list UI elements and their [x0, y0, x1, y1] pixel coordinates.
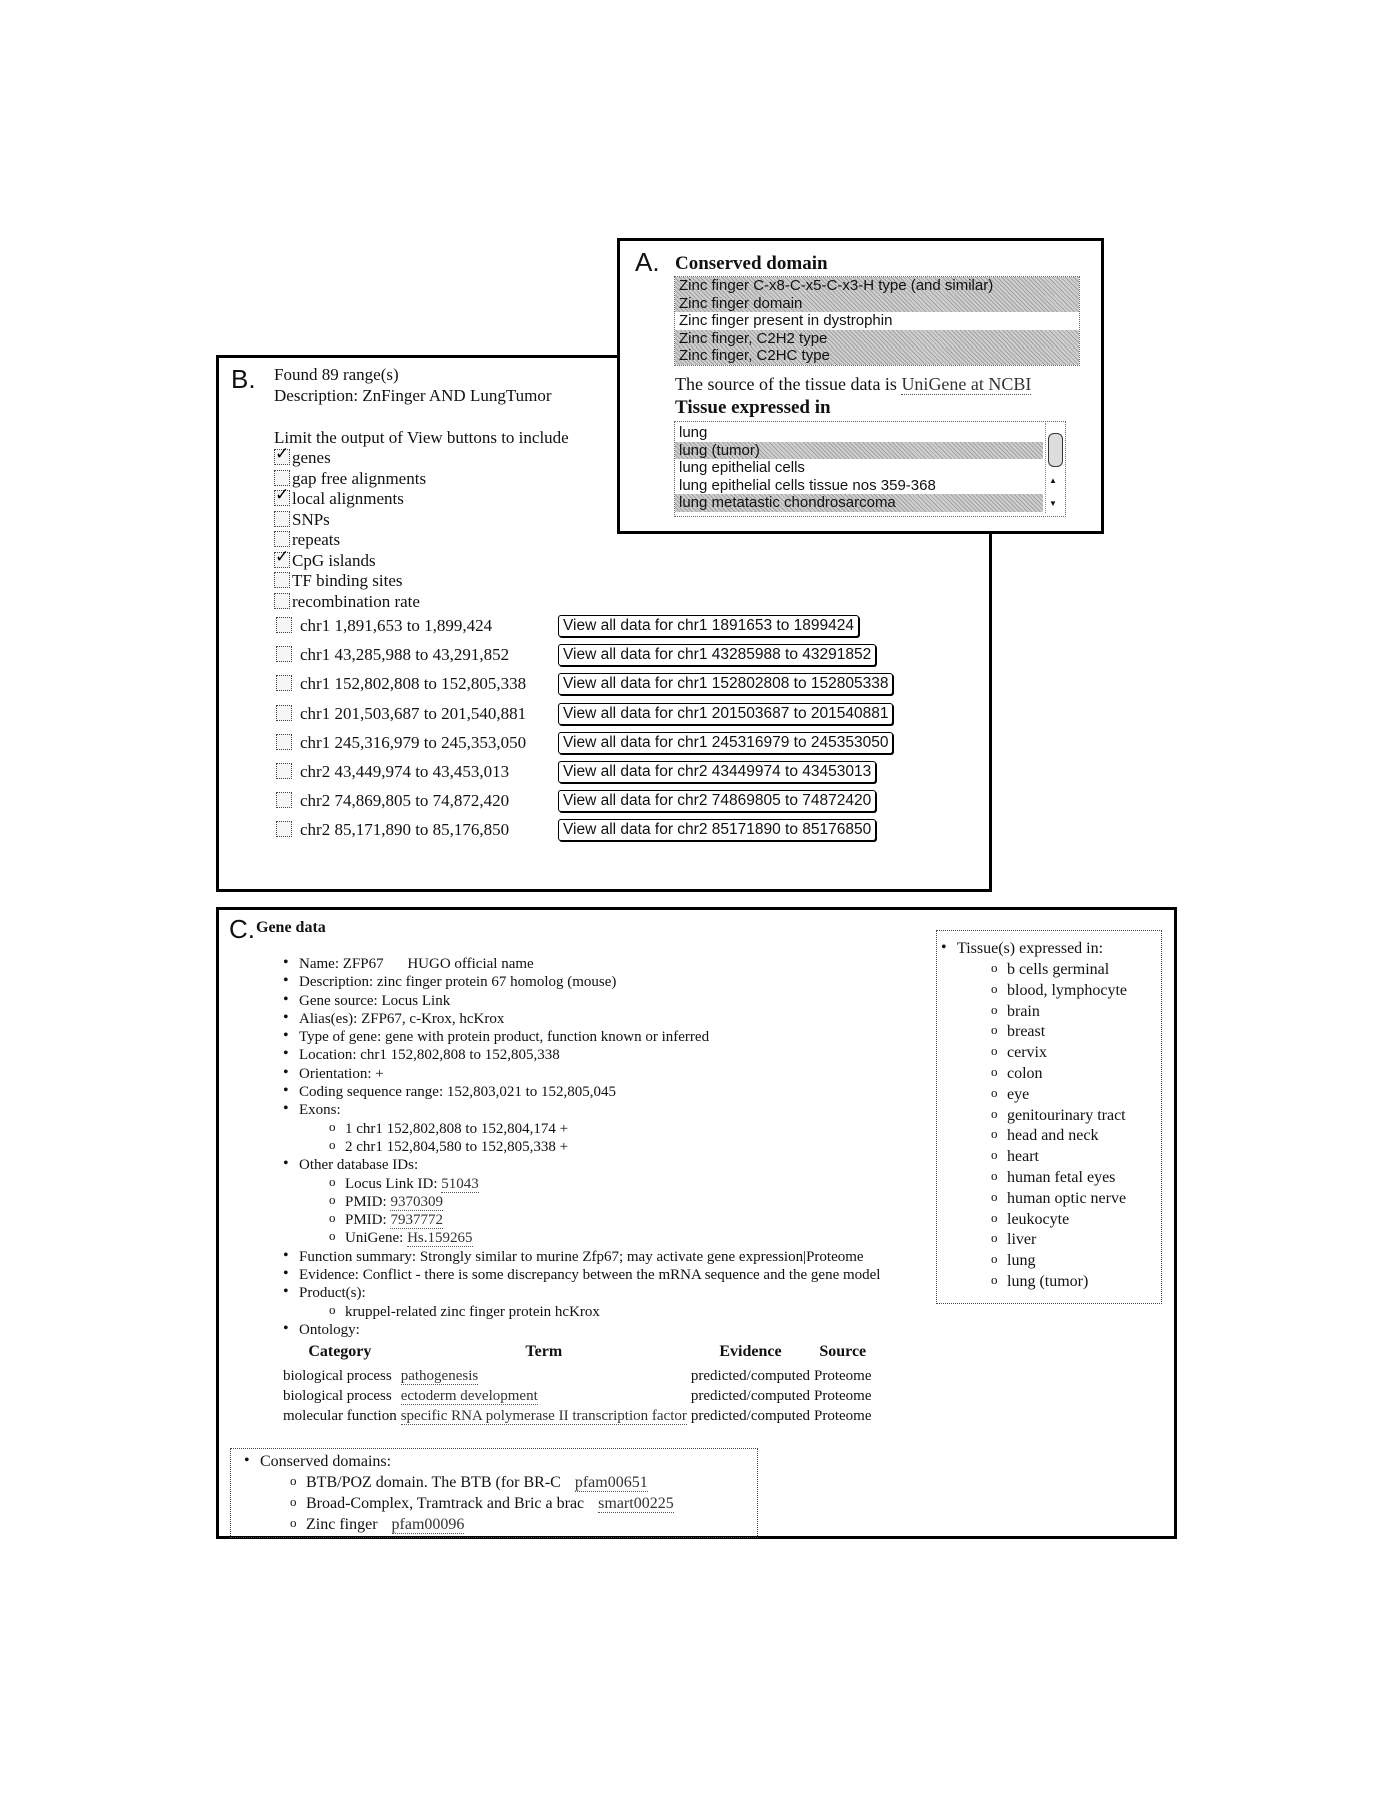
panel-a-conserved-domain [617, 238, 1104, 534]
tissue-option[interactable]: lung metatastic chondrosarcoma [675, 494, 1043, 512]
hugo-official-name: HUGO official name [407, 956, 534, 972]
ontology-evidence-cell [689, 1366, 812, 1386]
option-checkbox[interactable] [274, 593, 290, 609]
option-checkbox[interactable] [274, 572, 290, 588]
other-id-item [345, 1193, 919, 1211]
domain-option[interactable]: Zinc finger, C2HC type [675, 347, 1079, 365]
tissue-expressed-heading: Tissue expressed in [675, 397, 831, 418]
ontology-source-cell [812, 1366, 874, 1386]
conserved-domain-item [306, 1494, 674, 1515]
range-row [276, 645, 509, 665]
view-option[interactable] [274, 571, 569, 592]
range-label: chr2 43,449,974 to 43,453,013 [300, 762, 510, 781]
option-label: local alignments [292, 489, 404, 508]
tissue-options [675, 424, 1043, 512]
option-checkbox[interactable] [274, 552, 290, 568]
ontology-header-cell: Category [308, 1343, 372, 1361]
other-id-label: UniGene: [345, 1230, 408, 1247]
ontology-header-cell: Source [819, 1343, 867, 1361]
limit-output-text: Limit the output of View buttons to include [274, 428, 569, 447]
ontology-term-cell [399, 1366, 689, 1386]
tissue-item: o leukocyte [1007, 1210, 1127, 1231]
view-all-data-button[interactable]: View all data for chr2 74869805 to 74872420 [558, 790, 876, 812]
option-label: recombination rate [292, 591, 420, 611]
conserved-domain-item [306, 1473, 674, 1494]
evidence-item: • Evidence: Conflict - there is some discrepancy between the mRNA sequence and the gene model [299, 1266, 919, 1284]
option-label: SNPs [292, 509, 330, 529]
tissue-item: o cervix [1007, 1043, 1127, 1064]
ontology-term[interactable]: ectoderm development [400, 1387, 538, 1404]
gene-name-item [299, 955, 919, 973]
ontology-category: biological process [283, 1367, 392, 1384]
tissue-item: o genitourinary tract [1007, 1106, 1127, 1127]
ontology-evidence-cell [689, 1406, 812, 1426]
ontology-category-cell [281, 1386, 399, 1406]
ontology-header-cell: Evidence [719, 1343, 782, 1361]
products-label: • Product(s): [299, 1284, 919, 1302]
gene-data-title: Gene data [256, 919, 326, 936]
tissue-expressed-label: • Tissue(s) expressed in: [957, 939, 1103, 960]
ontology-category-cell [281, 1366, 399, 1386]
ontology-source-cell [812, 1406, 874, 1426]
gene-name: Name: ZFP67 [299, 956, 384, 972]
found-count: Found 89 range(s) [274, 365, 399, 384]
conserved-domain-link[interactable]: pfam00096 [391, 1515, 465, 1533]
view-option[interactable] [274, 469, 569, 490]
ontology-term[interactable]: specific RNA polymerase II transcription factor [400, 1408, 687, 1425]
panel-c-gene-data [216, 907, 1177, 1539]
tissue-list [1007, 960, 1127, 1293]
exon-item: o 1 chr1 152,802,808 to 152,804,174 + [345, 1120, 919, 1138]
gene-detail-item: • Description: zinc finger protein 67 homolog (mouse) [299, 973, 919, 991]
conserved-domain-select[interactable] [674, 276, 1080, 366]
tissue-option[interactable]: lung [679, 424, 708, 441]
range-checkbox[interactable] [276, 821, 292, 837]
ontology-source-cell [812, 1386, 874, 1406]
ontology-header-cell: Term [525, 1343, 563, 1361]
tissue-scrollbar[interactable] [1045, 423, 1064, 513]
other-id-item [345, 1175, 919, 1193]
tissue-option[interactable]: lung (tumor) [675, 442, 1043, 460]
panel-b-label: B. [231, 364, 256, 394]
range-label: chr2 85,171,890 to 85,176,850 [300, 820, 510, 840]
option-label: gap free alignments [292, 468, 427, 488]
view-all-data-button[interactable]: View all data for chr1 43285988 to 43291852 [558, 644, 876, 666]
tissue-item: o human optic nerve [1007, 1189, 1127, 1210]
tissue-item: o lung [1007, 1251, 1127, 1272]
ontology-header-row [281, 1341, 874, 1365]
tissue-item: o breast [1007, 1022, 1127, 1043]
tissue-option[interactable]: lung epithelial cells tissue nos 359-368 [679, 476, 936, 494]
ontology-evidence: predicted/computed [690, 1408, 810, 1425]
ontology-table [281, 1341, 874, 1426]
ontology-row [281, 1386, 874, 1406]
option-checkbox[interactable] [274, 449, 290, 465]
ontology-category-cell [281, 1406, 399, 1426]
other-id-label: PMID: [345, 1193, 391, 1210]
option-checkbox[interactable] [274, 490, 290, 506]
function-summary: • Function summary: Strongly similar to murine Zfp67; may activate gene expression|Proteome [299, 1248, 919, 1266]
range-row [276, 791, 509, 811]
tissue-item: o liver [1007, 1230, 1127, 1251]
search-description: Description: ZnFinger AND LungTumor [274, 386, 552, 405]
tissue-item: o eye [1007, 1085, 1127, 1106]
conserved-domain-item [306, 1515, 674, 1536]
ontology-term-cell [399, 1386, 689, 1406]
view-all-data-button[interactable]: View all data for chr1 152802808 to 152805338 [558, 673, 893, 695]
gene-detail-item: • Alias(es): ZFP67, c-Krox, hcKrox [299, 1010, 919, 1028]
conserved-domain-link[interactable]: smart00225 [598, 1494, 674, 1512]
other-ids-label: • Other database IDs: [299, 1156, 919, 1174]
other-id-link[interactable]: 9370309 [390, 1193, 443, 1210]
conserved-domains-list [306, 1473, 674, 1535]
range-row [276, 820, 509, 840]
domain-option[interactable]: Zinc finger domain [675, 295, 1079, 313]
unigene-ncbi-link[interactable]: UniGene at NCBI [901, 374, 1032, 394]
gene-detail-item: • Type of gene: gene with protein product, function known or inferred [299, 1028, 919, 1046]
view-option[interactable] [274, 551, 569, 572]
view-all-data-button[interactable]: View all data for chr1 1891653 to 1899424 [558, 615, 859, 637]
range-label: chr1 1,891,653 to 1,899,424 [300, 616, 493, 635]
ontology-source: Proteome [814, 1408, 872, 1425]
tissue-item: o blood, lymphocyte [1007, 981, 1127, 1002]
other-id-label: Locus Link ID: [345, 1175, 442, 1192]
conserved-domain-link[interactable]: pfam00651 [574, 1474, 648, 1491]
other-id-item [345, 1211, 919, 1229]
tissue-item: o b cells germinal [1007, 960, 1127, 981]
tissue-item: o brain [1007, 1002, 1127, 1023]
ontology-term-cell [399, 1406, 689, 1426]
view-all-data-button[interactable]: View all data for chr1 201503687 to 201540881 [558, 703, 893, 725]
conserved-domains-box [230, 1448, 758, 1538]
range-row [276, 674, 526, 694]
tissue-item: o lung (tumor) [1007, 1272, 1127, 1293]
other-id-item [345, 1229, 919, 1247]
conserved-domains-label: • Conserved domains: [260, 1452, 391, 1473]
view-option[interactable] [274, 530, 569, 551]
ontology-source: Proteome [814, 1387, 872, 1404]
ontology-category: biological process [283, 1387, 392, 1404]
option-label: repeats [292, 530, 341, 549]
view-options-list [274, 448, 569, 612]
tissue-item: o human fetal eyes [1007, 1168, 1127, 1189]
view-option[interactable] [274, 489, 569, 510]
view-all-data-button[interactable]: View all data for chr2 43449974 to 43453013 [558, 761, 876, 783]
gene-detail-item: • Coding sequence range: 152,803,021 to 152,805,045 [299, 1083, 919, 1101]
conserved-domain-text: BTB/POZ domain. The BTB (for BR-C [306, 1474, 561, 1491]
tissue-option[interactable]: lung epithelial cells [679, 459, 805, 477]
range-row [276, 733, 526, 753]
other-id-label: PMID: [345, 1212, 391, 1229]
option-checkbox[interactable] [274, 511, 290, 527]
ontology-label: • Ontology: [299, 1321, 919, 1339]
other-id-link[interactable]: 51043 [441, 1175, 479, 1192]
ontology-source: Proteome [814, 1367, 872, 1384]
conserved-domain-text: Broad-Complex, Tramtrack and Bric a brac [306, 1494, 585, 1512]
ontology-term[interactable]: pathogenesis [400, 1367, 479, 1384]
gene-detail-item: • Location: chr1 152,802,808 to 152,805,338 [299, 1046, 919, 1064]
ontology-evidence: predicted/computed [690, 1387, 810, 1404]
product-item: o kruppel-related zinc finger protein hcKrox [345, 1303, 919, 1321]
exons-label: • Exons: [299, 1101, 919, 1119]
view-option[interactable] [274, 448, 569, 469]
gene-details-list [283, 955, 919, 1426]
gene-detail-item: • Orientation: + [299, 1065, 919, 1083]
domain-option[interactable]: Zinc finger, C2H2 type [675, 330, 1079, 348]
other-id-link[interactable]: Hs.159265 [407, 1230, 473, 1247]
ontology-evidence: predicted/computed [690, 1367, 810, 1384]
range-checkbox[interactable] [276, 763, 292, 779]
panel-c-label: C. [229, 914, 255, 944]
other-id-link[interactable]: 7937772 [390, 1212, 443, 1229]
range-checkbox[interactable] [276, 646, 292, 662]
range-label: chr1 201,503,687 to 201,540,881 [300, 703, 527, 723]
conserved-domain-text: Zinc finger [306, 1515, 378, 1533]
scroll-up-icon[interactable]: ▲ [1049, 476, 1057, 485]
tissue-select[interactable] [674, 421, 1066, 517]
tissue-source-line [675, 374, 1031, 395]
range-row [276, 704, 526, 724]
conserved-domain-heading: Conserved domain [675, 253, 828, 274]
ontology-category: molecular function [283, 1408, 397, 1425]
option-label: CpG islands [292, 550, 376, 570]
range-checkbox[interactable] [276, 792, 292, 808]
range-label: chr1 152,802,808 to 152,805,338 [300, 674, 527, 694]
tissue-item: o colon [1007, 1064, 1127, 1085]
ontology-table-wrap [281, 1341, 919, 1426]
tissue-source-text: The source of the tissue data is [675, 374, 902, 394]
range-checkbox[interactable] [276, 617, 292, 633]
gene-detail-item: • Gene source: Locus Link [299, 992, 919, 1010]
option-checkbox[interactable] [274, 470, 290, 486]
domain-option[interactable]: Zinc finger present in dystrophin [679, 312, 893, 330]
range-label: chr1 43,285,988 to 43,291,852 [300, 645, 510, 665]
tissue-item: o heart [1007, 1147, 1127, 1168]
domain-option[interactable]: Zinc finger C-x8-C-x5-C-x3-H type (and similar) [675, 277, 1079, 295]
range-checkbox[interactable] [276, 675, 292, 691]
view-all-data-button[interactable]: View all data for chr1 245316979 to 245353050 [558, 732, 893, 754]
ontology-row [281, 1366, 874, 1386]
option-label: genes [292, 448, 331, 467]
range-row [276, 616, 492, 636]
range-checkbox[interactable] [276, 705, 292, 721]
exon-item: o 2 chr1 152,804,580 to 152,805,338 + [345, 1138, 919, 1156]
scroll-down-icon[interactable]: ▼ [1049, 499, 1057, 508]
panel-a-label: A. [635, 247, 660, 277]
tissue-item: o head and neck [1007, 1126, 1127, 1147]
range-label: chr1 245,316,979 to 245,353,050 [300, 732, 527, 752]
view-option[interactable] [274, 592, 569, 613]
ontology-evidence-cell [689, 1386, 812, 1406]
range-row [276, 762, 509, 782]
scrollbar-thumb[interactable] [1048, 433, 1063, 467]
view-option[interactable] [274, 510, 569, 531]
range-checkbox[interactable] [276, 734, 292, 750]
option-label: TF binding sites [292, 571, 403, 590]
view-all-data-button[interactable]: View all data for chr2 85171890 to 85176850 [558, 819, 876, 841]
ontology-row [281, 1406, 874, 1426]
range-label: chr2 74,869,805 to 74,872,420 [300, 791, 510, 811]
option-checkbox[interactable] [274, 531, 290, 547]
tissue-expressed-box [936, 930, 1162, 1304]
